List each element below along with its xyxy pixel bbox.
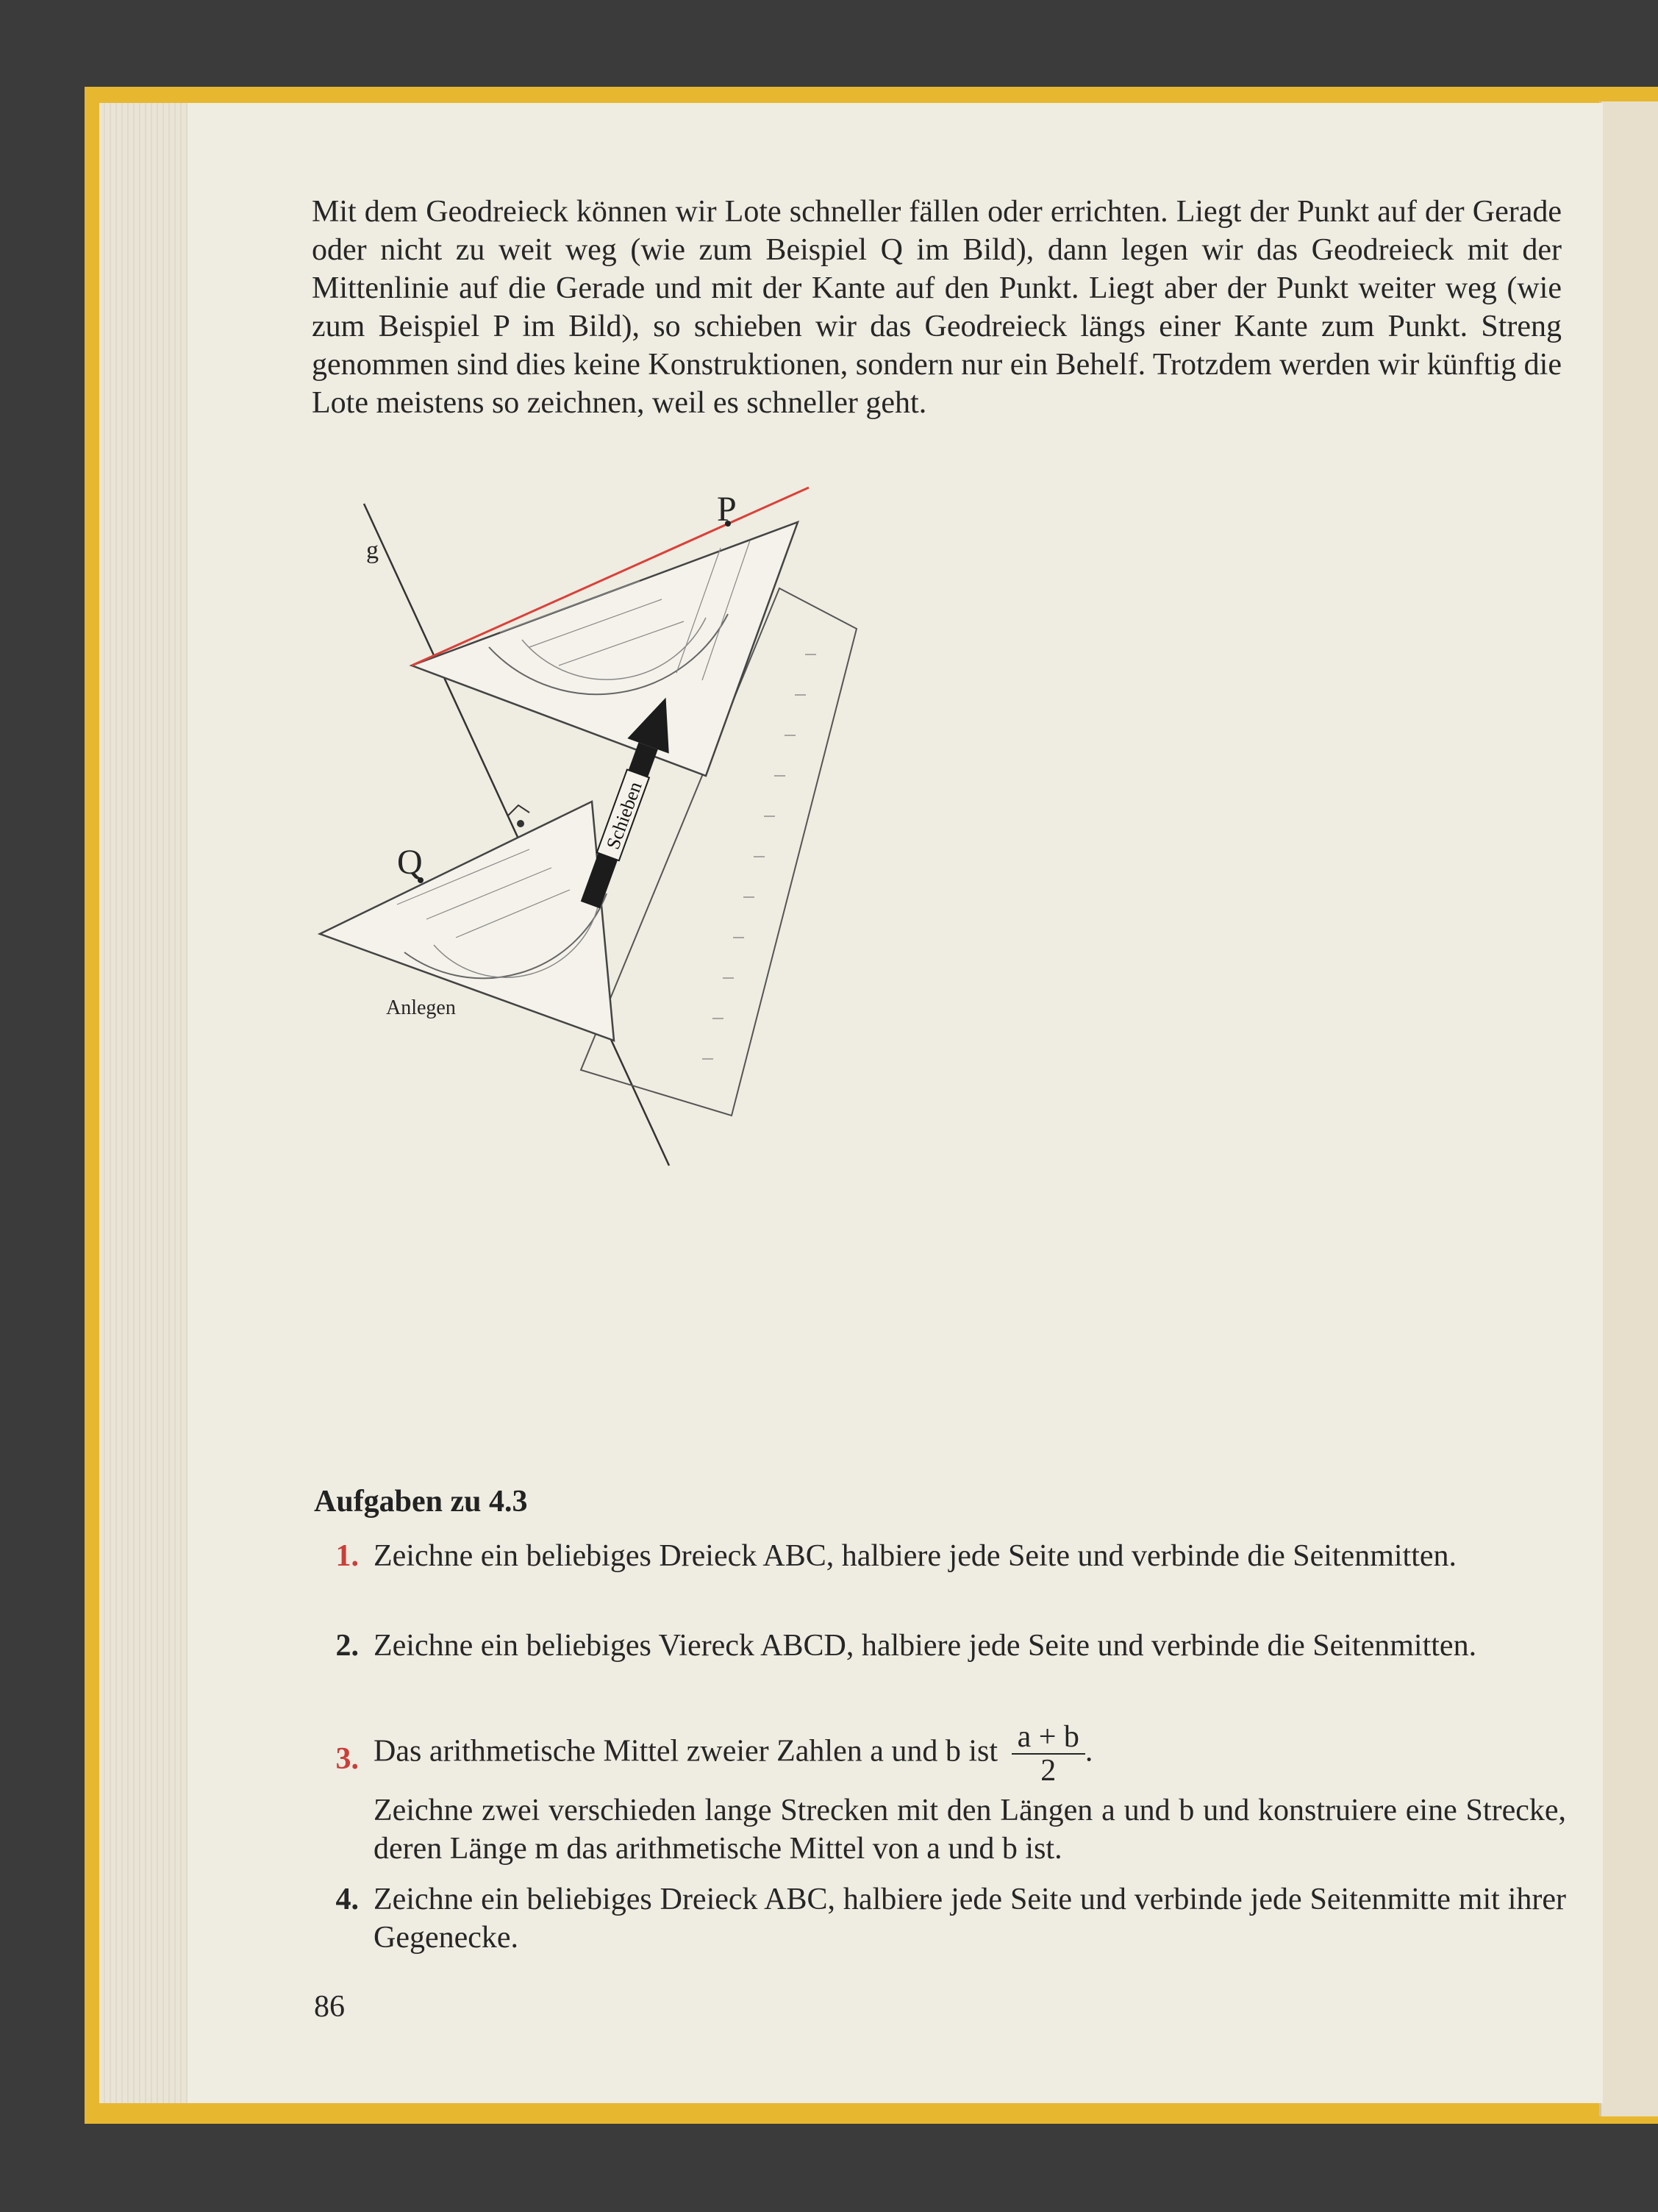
exercise-1-text: Zeichne ein beliebiges Dreieck ABC, halbiere jede Seite und verbinde die Seitenmitten. — [374, 1539, 1457, 1573]
facing-page-edge — [1599, 101, 1658, 2116]
geodreieck-figure — [309, 482, 868, 1180]
exercise-4 — [324, 1880, 1566, 1957]
figure-drawing — [309, 482, 868, 1180]
exercise-2-text: Zeichne ein beliebiges Viereck ABCD, halbiere jede Seite und verbinde die Seitenmitten. — [374, 1629, 1477, 1663]
exercise-2-number: 2. — [335, 1629, 359, 1663]
exercise-4-number: 4. — [335, 1883, 359, 1916]
exercise-4-text: Zeichne ein beliebiges Dreieck ABC, halbiere jede Seite und verbinde jede Seitenmitte mit ihrer Gegenecke. — [374, 1883, 1566, 1955]
label-anlegen: Anlegen — [386, 996, 456, 1019]
exercise-1 — [324, 1537, 1566, 1575]
fraction-numerator: a + b — [1012, 1721, 1085, 1755]
exercise-2 — [324, 1627, 1566, 1665]
label-p: P — [717, 490, 737, 529]
right-angle-dot — [517, 820, 524, 827]
page-stack-edges — [99, 103, 187, 2103]
intro-paragraph — [312, 193, 1562, 422]
label-q: Q — [397, 843, 423, 882]
right-angle-marker — [507, 805, 529, 816]
intro-text: Mit dem Geodreieck können wir Lote schneller fällen oder errichten. Liegt der Punkt auf der Gerade oder nicht zu weit weg (wie zum Beispiel Q im Bild), dann legen wir das Geodreieck mit der Mittenlinie auf die Gerade und mit der Kante auf den Punkt. Liegt aber der Punkt weiter weg (wie zum Beispiel P im Bild), so schieben wir das Geodreieck längs einer Kante zum Punkt. Streng genommen sind dies keine Konstruktionen, sondern nur ein Behelf. Trotzdem werden wir künftig die Lote meistens so zeichnen, weil es schneller geht. — [312, 195, 1562, 420]
exercise-3-number: 3. — [335, 1742, 359, 1776]
schieben-label: Schieben — [601, 779, 646, 852]
geodreieck-lower — [320, 802, 614, 1041]
exercise-3-text2: Zeichne zwei verschieden lange Strecken mit den Längen a und b und konstruiere eine Strecke, deren Länge m das arithmetische Mittel von a und b ist. — [374, 1794, 1566, 1866]
fraction-mean — [1012, 1721, 1085, 1787]
page-number: 86 — [314, 1990, 345, 2024]
label-g: g — [366, 537, 379, 564]
exercise-3-text: Das arithmetische Mittel zweier Zahlen a und b ist — [374, 1734, 998, 1769]
exercise-3 — [324, 1721, 1566, 1868]
exercises-title: Aufgaben zu 4.3 — [314, 1485, 528, 1519]
fraction-period: . — [1085, 1734, 1093, 1769]
exercise-3-line1 — [374, 1721, 1566, 1787]
fraction-denominator: 2 — [1040, 1754, 1057, 1788]
exercise-1-number: 1. — [335, 1539, 359, 1573]
